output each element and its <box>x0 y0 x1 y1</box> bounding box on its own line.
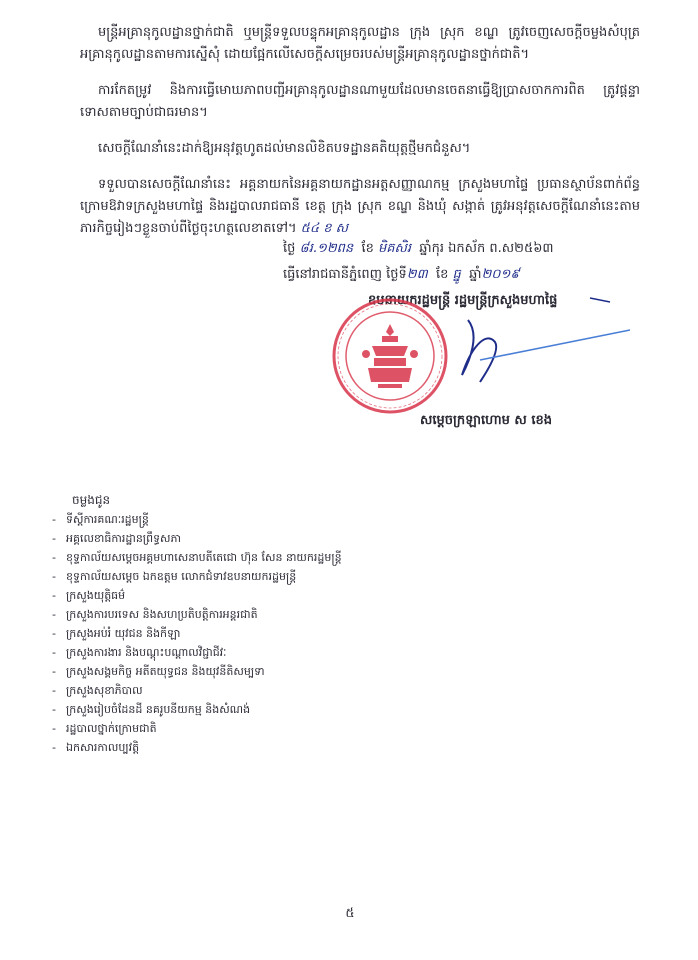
cc-list <box>52 510 452 757</box>
paragraph-4: ទទួលបានសេចក្តីណែនាំនេះ អគ្គនាយកនៃអគ្គនាយកដ្ឋានអត្តសញ្ញាណកម្ម ក្រសួងមហាផ្ទៃ ប្រធានស្ថាប័នពាក់ព័ន្ធក្រោមឱវាទក្រសួងមហាផ្ទៃ និងរដ្ឋបាលរាជធានី ខេត្ត ក្រុង ស្រុក ខណ្ឌ និងឃុំ សង្កាត់ ត្រូវអនុវត្តសេចក្តីណែនាំនេះតាមភារកិច្ចរៀងៗខ្លួនចាប់ពីថ្ងៃចុះហត្ថលេខាតទៅ។ ៥៤ ខ ស <box>80 177 640 236</box>
list-item: - ក្រសួងយុត្តិធម៌ <box>52 589 126 602</box>
list-item: - ឯកសារកាលប្បវត្តិ <box>52 741 140 754</box>
cc-title: ចម្លងជូន <box>72 493 111 507</box>
list-item: - ក្រសួងការបរទេស និងសហប្រតិបត្តិការអន្តរជាតិ <box>52 608 258 621</box>
list-item: - ខុទ្ទកាល័យសម្តេច ឯកឧត្តម លោកជំទាវឧបនាយករដ្ឋមន្ត្រី <box>52 570 297 583</box>
official-seal-stamp <box>330 296 450 416</box>
page-number: ៥ <box>345 906 355 921</box>
solar-day: ២៣ <box>406 267 428 282</box>
list-item: - ទីស្តីការគណៈរដ្ឋមន្ត្រី <box>52 513 149 526</box>
paragraph-1: មន្ត្រីអគ្រានុកូលដ្ឋានថ្នាក់ជាតិ ឬមន្ត្រីទទួលបន្ទុកអគ្រានុកូលដ្ឋាន ក្រុង ស្រុក ខណ្ឌ ត្រូវចេញសេចក្តីចម្លងសំបុត្រអគ្រានុកូលដ្ឋានតាមការស្នើសុំ ដោយផ្អែកលើសេចក្តីសម្រេចរបស់មន្ត្រីអគ្រានុកូលដ្ឋានថ្នាក់ជាតិ។ <box>80 25 640 62</box>
solar-month: ធ្នូ <box>452 267 461 282</box>
paragraph-2: ការកែតម្រូវ និងការធ្វើមោឃភាពបញ្ជីអគ្រានុកូលដ្ឋានណាមួយដែលមានចេតនាធ្វើឱ្យប្រាសចាកការពិត ត្រូវផ្តន្ទាទោសតាមច្បាប់ជាធរមាន។ <box>80 83 640 120</box>
list-item: - ក្រសួងរៀបចំដែនដី នគរូបនីយកម្ម និងសំណង់ <box>52 703 251 716</box>
list-item: - ខុទ្ទកាល័យសម្តេចអគ្គមហាសេនាបតីតេជោ ហ៊ុន សែន នាយករដ្ឋមន្ត្រី <box>52 551 342 564</box>
paragraph-3: សេចក្តីណែនាំនេះដាក់ឱ្យអនុវត្តហូតដល់មានលិខិតបទដ្ឋានគតិយុត្តថ្មីមកជំនួស។ <box>98 141 471 156</box>
solar-date-line: ធ្វើនៅរាជធានីភ្នំពេញ ថ្ងៃទី២៣ ខែ ធ្នូ ឆ្នាំ២០១៩ <box>283 267 520 282</box>
handwritten-reference: ៥៤ ខ ស <box>300 221 348 236</box>
list-item: - រដ្ឋបាលថ្នាក់ក្រោមជាតិ <box>52 722 157 735</box>
list-item: - ក្រសួងអប់រំ យុវជន និងកីឡា <box>52 627 181 640</box>
solar-year: ២០១៩ <box>481 267 520 282</box>
lunar-day: ៨រ.១២ពន <box>299 241 354 256</box>
lunar-date-line: ថ្ងៃ ៨រ.១២ពន ខែ មិគសិរ ឆ្នាំកុរ ឯកស័ក ព.ស២៥៦៣ <box>283 241 554 256</box>
handwritten-signature <box>440 290 640 400</box>
list-item: - ក្រសួងការងារ និងបណ្តុះបណ្តាលវិជ្ជាជីវៈ <box>52 646 227 659</box>
list-item: - ក្រសួងសង្គមកិច្ច អតីតយុទ្ធជន និងយុវនីតិសម្បទា <box>52 665 265 678</box>
list-item: - ក្រសួងសុខាភិបាល <box>52 684 143 697</box>
signatory-name: សម្តេចក្រឡាហោម ស ខេង <box>420 413 552 428</box>
lunar-month: មិគសិរ <box>377 241 411 256</box>
list-item: - អគ្គលេខាធិការដ្ឋានព្រឹទ្ធសភា <box>52 532 181 545</box>
signatory-title: ឧបនាយករដ្ឋមន្ត្រី រដ្ឋមន្ត្រីក្រសួងមហាផ្ទៃ <box>368 293 558 308</box>
